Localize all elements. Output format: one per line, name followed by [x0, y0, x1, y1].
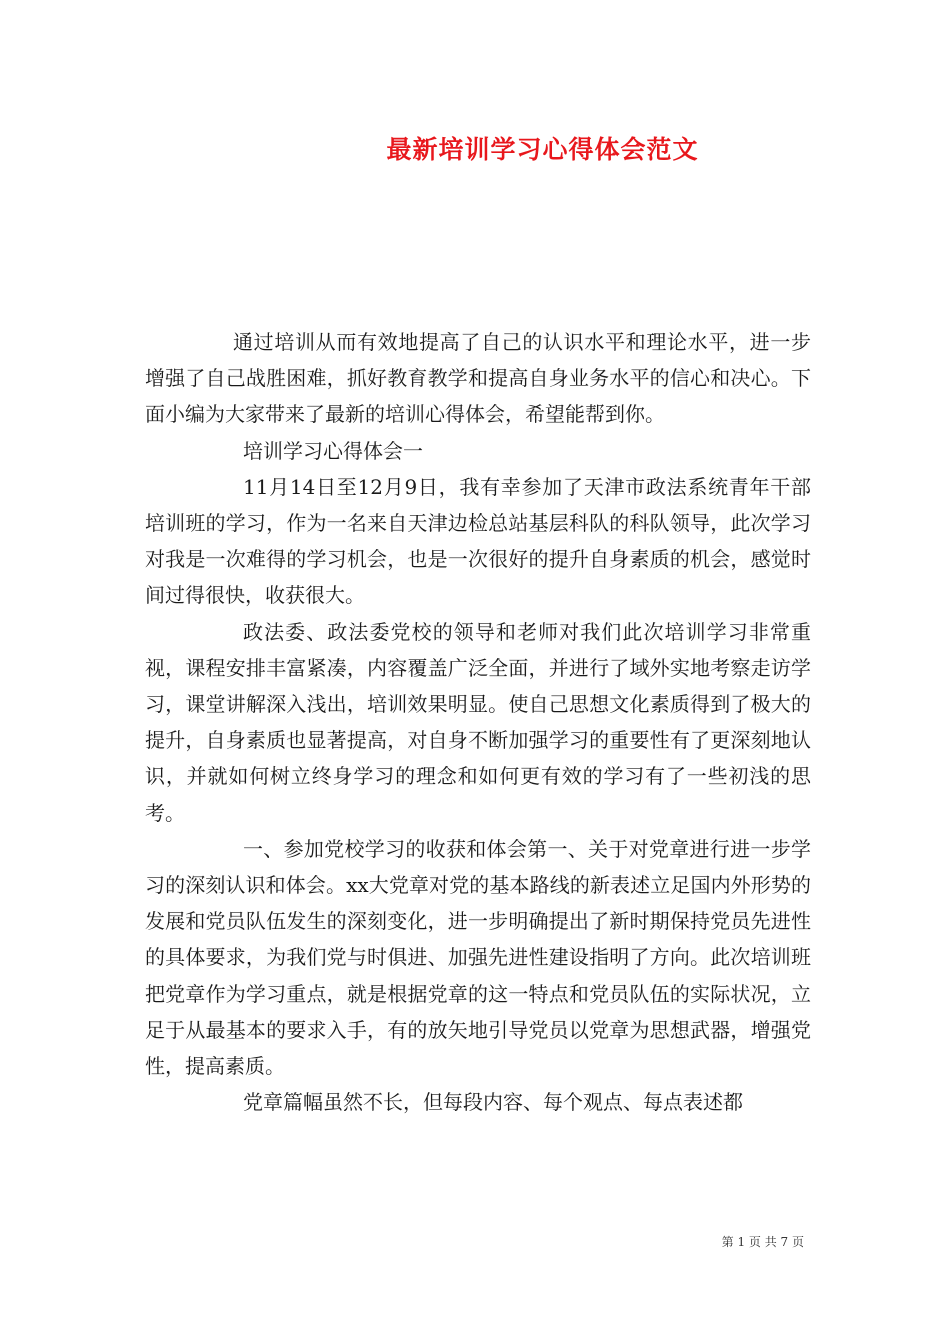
section-heading: 培训学习心得体会一	[243, 438, 423, 463]
page-footer: 第 1 页 共 7 页	[721, 1235, 804, 1249]
paragraph-intro: 通过培训从而有效地提高了自己的认识水平和理论水平，进一步增强了自己战胜困难，抓好教育教学和提高自身业务水平的信心和决心。下面小编为大家带来了最新的培训心得体会，希望能帮到你。	[145, 330, 811, 427]
paragraph: 一、参加党校学习的收获和体会第一、关于对党章进行进一步学习的深刻认识和体会。xx大党章对党的基本路线的新表述立足国内外形势的发展和党员队伍发生的深刻变化，进一步明确提出了新时期保持党员先进性的具体要求，为我们党与时俱进、加强先进性建设指明了方向。此次培训班把党章作为学习重点，就是根据党章的这一特点和党员队伍的实际状况，立足于从最基本的要求入手，有的放矢地引导党员以党章为思想武器，增强党性，提高素质。	[145, 836, 811, 1079]
document-title: 最新培训学习心得体会范文	[386, 135, 699, 164]
paragraph: 政法委、政法委党校的领导和老师对我们此次培训学习非常重视，课程安排丰富紧凑，内容覆盖广泛全面，并进行了域外实地考察走访学习，课堂讲解深入浅出，培训效果明显。使自己思想文化素质得到了极大的提升，自身素质也显著提高，对自身不断加强学习的重要性有了更深刻地认识，并就如何树立终身学习的理念和如何更有效的学习有了一些初浅的思考。	[145, 619, 811, 825]
paragraph: 党章篇幅虽然不长，但每段内容、每个观点、每点表述都	[243, 1090, 743, 1115]
document-body	[145, 324, 811, 1120]
paragraph: 11月14日至12月9日，我有幸参加了天津市政法系统青年干部培训班的学习，作为一名来自天津边检总站基层科队的科队领导，此次学习对我是一次难得的学习机会，也是一次很好的提升自身素质的机会，感觉时间过得很快，收获很大。	[145, 474, 811, 608]
